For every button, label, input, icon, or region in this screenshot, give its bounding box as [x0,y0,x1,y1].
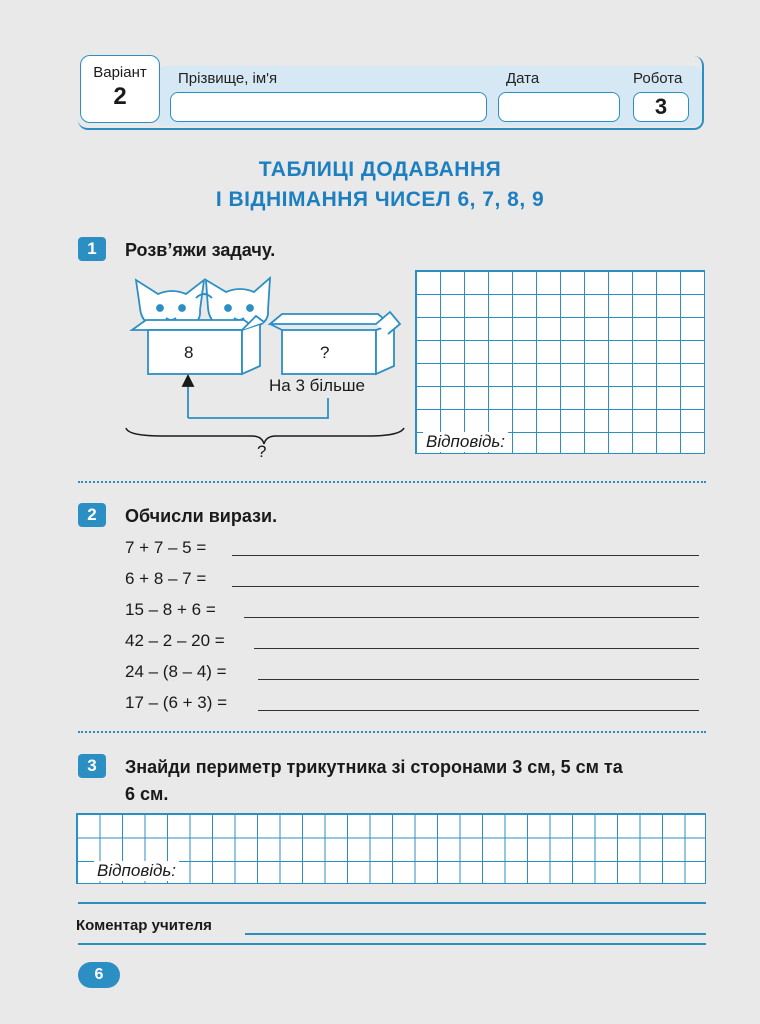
answer-line[interactable] [232,555,699,556]
task1-answer-label: Відповідь: [423,432,508,452]
date-field[interactable] [498,92,620,122]
task3-badge: 3 [78,754,106,778]
expression: 6 + 8 – 7 = [125,569,207,588]
answer-line[interactable] [244,617,699,618]
expression: 42 – 2 – 20 = [125,631,225,650]
variant-number: 2 [113,83,127,110]
answer-line[interactable] [258,710,699,711]
expression: 17 – (6 + 3) = [125,693,228,712]
task3-text-line1: Знайди периметр трикутника зі сторонами 3 см, 5 см та [125,757,623,777]
task1-illustration [122,268,412,468]
task1-badge: 1 [78,237,106,261]
answer-line[interactable] [254,648,699,649]
expression: 7 + 7 – 5 = [125,538,207,557]
date-label: Дата [506,70,540,87]
task1-text: Розв’яжи задачу. [125,240,276,260]
expression: 15 – 8 + 6 = [125,600,216,619]
box-2 [270,312,400,374]
comment-line-top [78,902,706,904]
name-field[interactable] [170,92,487,122]
comment-field[interactable] [245,933,706,935]
answer-line[interactable] [258,679,699,680]
task3-text-line2: 6 см. [125,784,169,804]
box2-value: ? [320,343,330,362]
work-label: Робота [633,70,683,87]
divider [78,481,706,483]
work-number: 3 [633,92,689,122]
title-line1: ТАБЛИЦІ ДОДАВАННЯ [258,158,502,181]
task3-answer-label: Відповідь: [94,861,179,881]
comment-label: Коментар учителя [76,917,212,934]
task1-answer-grid[interactable] [415,270,705,454]
task2-text: Обчисли вирази. [125,506,278,526]
page-number: 6 [78,962,120,988]
divider [78,731,706,733]
expression: 24 – (8 – 4) = [125,662,227,681]
box-1 [132,316,264,374]
total-question: ? [257,442,267,461]
comment-line-bottom [78,943,706,945]
title-line2: І ВІДНІМАННЯ ЧИСЕЛ 6, 7, 8, 9 [215,188,545,211]
answer-line[interactable] [232,586,699,587]
variant-box [80,55,160,123]
relation-text: На 3 більше [269,376,366,395]
name-label: Прізвище, ім'я [178,70,278,87]
box1-value: 8 [184,343,194,362]
task2-badge: 2 [78,503,106,527]
variant-label: Варіант [93,64,147,81]
